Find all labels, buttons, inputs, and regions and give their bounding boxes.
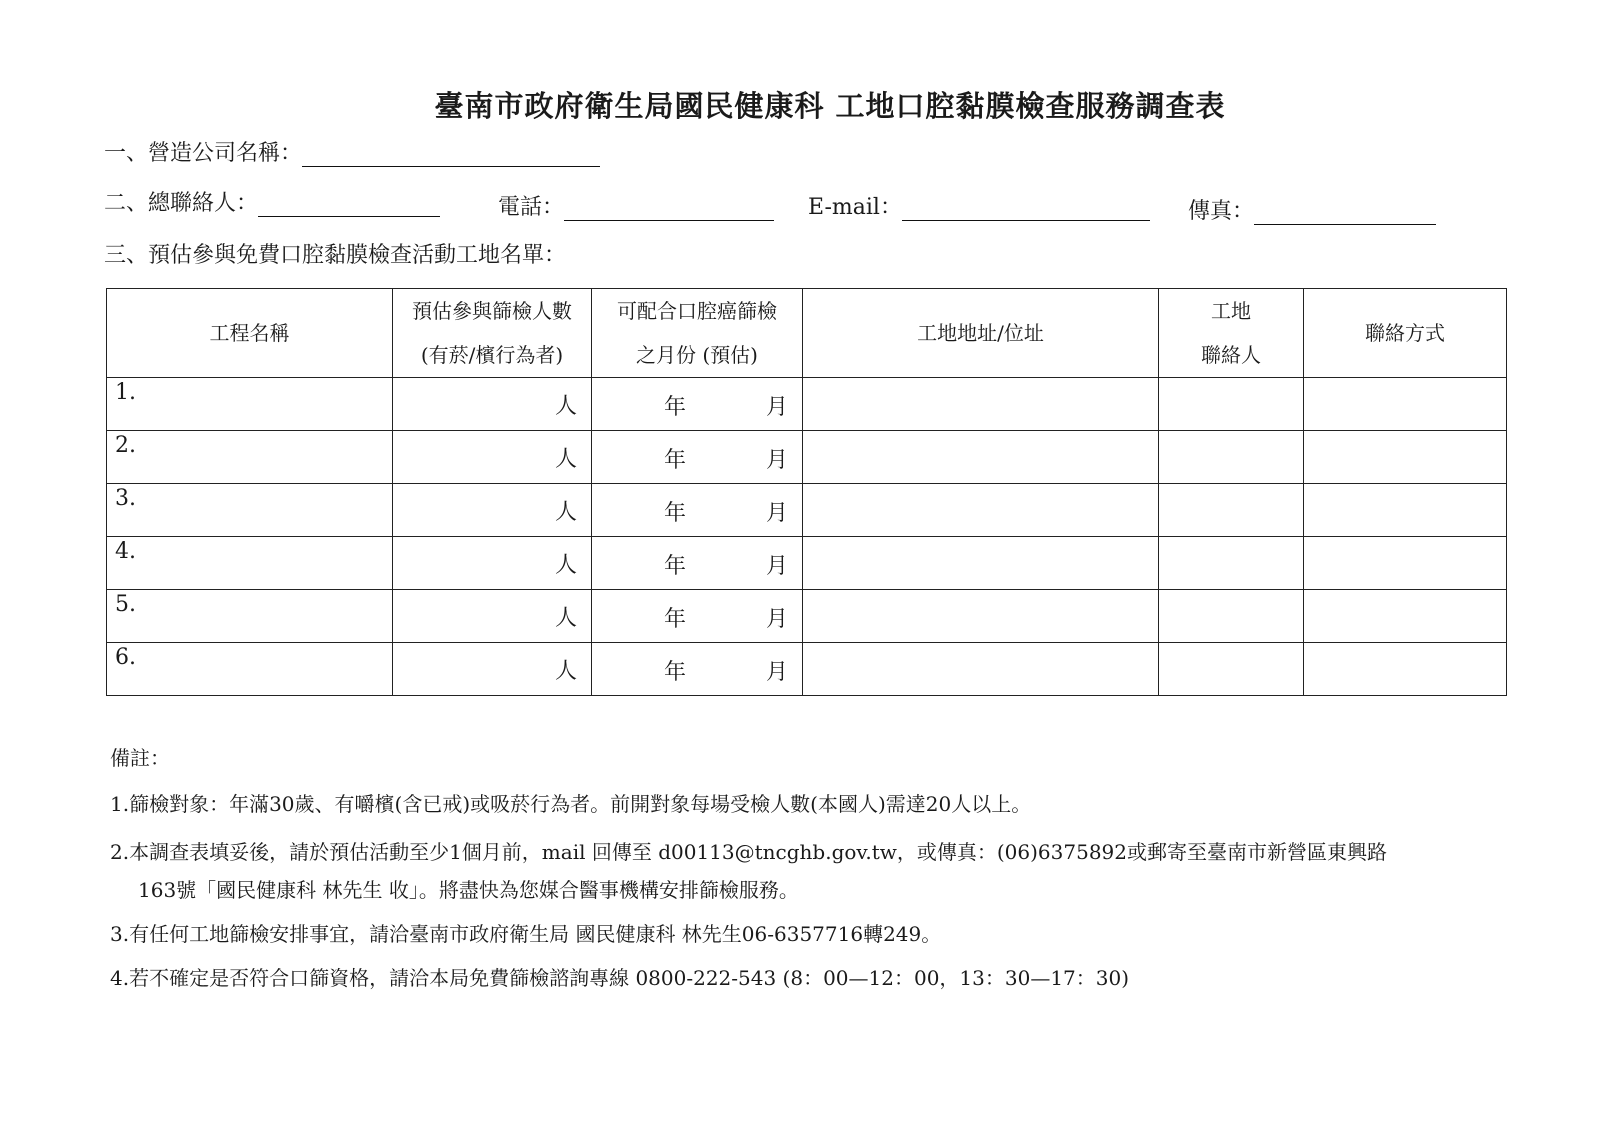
site-contact-cell[interactable] — [1159, 643, 1304, 696]
company-name-field[interactable] — [302, 142, 600, 167]
fax-field[interactable] — [1254, 200, 1436, 225]
year-unit: 年 — [664, 448, 687, 473]
year-unit: 年 — [664, 554, 687, 579]
screening-month-cell[interactable] — [592, 484, 803, 537]
form-title: 臺南市政府衛生局國民健康科 工地口腔黏膜檢查服務調查表 — [434, 89, 1226, 123]
site-address-cell[interactable] — [803, 378, 1159, 431]
fax-label: 傳真： — [1188, 199, 1255, 224]
note-item: 1.篩檢對象：年滿30歲、有嚼檳(含已戒)或吸菸行為者。前開對象每場受檢人數(本國人)需達20人以上。 — [110, 792, 1032, 816]
row-number: 3. — [115, 486, 136, 511]
contact-row — [104, 186, 440, 217]
contact-method-cell[interactable] — [1304, 590, 1507, 643]
person-unit: 人 — [554, 393, 577, 419]
project-name-cell[interactable] — [107, 431, 393, 484]
project-name-cell[interactable] — [107, 378, 393, 431]
project-name-cell[interactable] — [107, 484, 393, 537]
header-screening-month: 可配合口腔癌篩檢 之月份 (預估) — [592, 289, 803, 378]
participant-count-cell[interactable] — [393, 431, 592, 484]
site-list-label: 三、預估參與免費口腔黏膜檢查活動工地名單： — [104, 243, 567, 268]
project-name-cell[interactable] — [107, 537, 393, 590]
table-row — [107, 537, 1507, 590]
note-item: 3.有任何工地篩檢安排事宜，請洽臺南市政府衛生局 國民健康科 林先生06-6357716轉249。 — [110, 922, 942, 946]
participant-count-cell[interactable] — [393, 643, 592, 696]
phone-label: 電話： — [498, 195, 565, 220]
screening-month-cell[interactable] — [592, 537, 803, 590]
contact-method-cell[interactable] — [1304, 537, 1507, 590]
person-unit: 人 — [554, 552, 577, 578]
year-unit: 年 — [664, 660, 687, 685]
header-site-contact: 工地 聯絡人 — [1159, 289, 1304, 378]
month-unit: 月 — [765, 395, 788, 420]
email-field[interactable] — [902, 196, 1150, 221]
site-contact-cell[interactable] — [1159, 431, 1304, 484]
person-unit: 人 — [554, 605, 577, 631]
company-name-row — [104, 136, 600, 167]
participant-count-cell[interactable] — [393, 590, 592, 643]
table-row — [107, 643, 1507, 696]
screening-month-cell[interactable] — [592, 643, 803, 696]
month-unit: 月 — [765, 607, 788, 632]
site-contact-cell[interactable] — [1159, 484, 1304, 537]
month-unit: 月 — [765, 448, 788, 473]
contact-method-cell[interactable] — [1304, 484, 1507, 537]
contact-method-cell[interactable] — [1304, 431, 1507, 484]
row-number: 1. — [115, 380, 136, 405]
site-address-cell[interactable] — [803, 484, 1159, 537]
site-address-cell[interactable] — [803, 431, 1159, 484]
screening-month-cell[interactable] — [592, 431, 803, 484]
table-header-row — [107, 289, 1507, 378]
contact-label: 二、總聯絡人： — [104, 191, 259, 216]
row-number: 4. — [115, 539, 136, 564]
header-project-name: 工程名稱 — [107, 289, 393, 378]
participant-count-cell[interactable] — [393, 378, 592, 431]
row-number: 6. — [115, 645, 136, 670]
year-unit: 年 — [664, 395, 687, 420]
screening-month-cell[interactable] — [592, 378, 803, 431]
notes-title: 備註： — [110, 746, 170, 770]
project-name-cell[interactable] — [107, 643, 393, 696]
person-unit: 人 — [554, 446, 577, 472]
email-row — [808, 190, 1150, 221]
table-row — [107, 378, 1507, 431]
site-contact-cell[interactable] — [1159, 590, 1304, 643]
project-name-cell[interactable] — [107, 590, 393, 643]
year-unit: 年 — [664, 607, 687, 632]
fax-row — [1188, 194, 1436, 225]
phone-field[interactable] — [564, 196, 774, 221]
email-label: E-mail： — [808, 195, 902, 220]
month-unit: 月 — [765, 554, 788, 579]
contact-method-cell[interactable] — [1304, 643, 1507, 696]
table-row — [107, 484, 1507, 537]
site-address-cell[interactable] — [803, 643, 1159, 696]
row-number: 2. — [115, 433, 136, 458]
header-site-address: 工地地址/位址 — [803, 289, 1159, 378]
contact-field[interactable] — [258, 192, 440, 217]
month-unit: 月 — [765, 660, 788, 685]
note-item: 2.本調查表填妥後，請於預估活動至少1個月前，mail 回傳至 d00113@tncghb.gov.tw，或傳真：(06)6375892或郵寄至臺南市新營區東興路 — [110, 840, 1388, 864]
company-name-label: 一、營造公司名稱： — [104, 141, 303, 166]
month-unit: 月 — [765, 501, 788, 526]
person-unit: 人 — [554, 658, 577, 684]
site-contact-cell[interactable] — [1159, 378, 1304, 431]
person-unit: 人 — [554, 499, 577, 525]
participant-count-cell[interactable] — [393, 484, 592, 537]
note-item: 4.若不確定是否符合口篩資格，請洽本局免費篩檢諮詢專線 0800-222-543 (8：00—12：00，13：30—17：30) — [110, 966, 1130, 990]
site-list-table — [106, 288, 1507, 696]
table-row — [107, 431, 1507, 484]
contact-method-cell[interactable] — [1304, 378, 1507, 431]
year-unit: 年 — [664, 501, 687, 526]
table-row — [107, 590, 1507, 643]
participant-count-cell[interactable] — [393, 537, 592, 590]
header-contact-method: 聯絡方式 — [1304, 289, 1507, 378]
site-contact-cell[interactable] — [1159, 537, 1304, 590]
site-address-cell[interactable] — [803, 590, 1159, 643]
screening-month-cell[interactable] — [592, 590, 803, 643]
note-item: 163號「國民健康科 林先生 收」。將盡快為您媒合醫事機構安排篩檢服務。 — [138, 878, 799, 902]
header-participant-count: 預估參與篩檢人數 (有菸/檳行為者) — [393, 289, 592, 378]
site-address-cell[interactable] — [803, 537, 1159, 590]
phone-row — [498, 190, 774, 221]
row-number: 5. — [115, 592, 136, 617]
